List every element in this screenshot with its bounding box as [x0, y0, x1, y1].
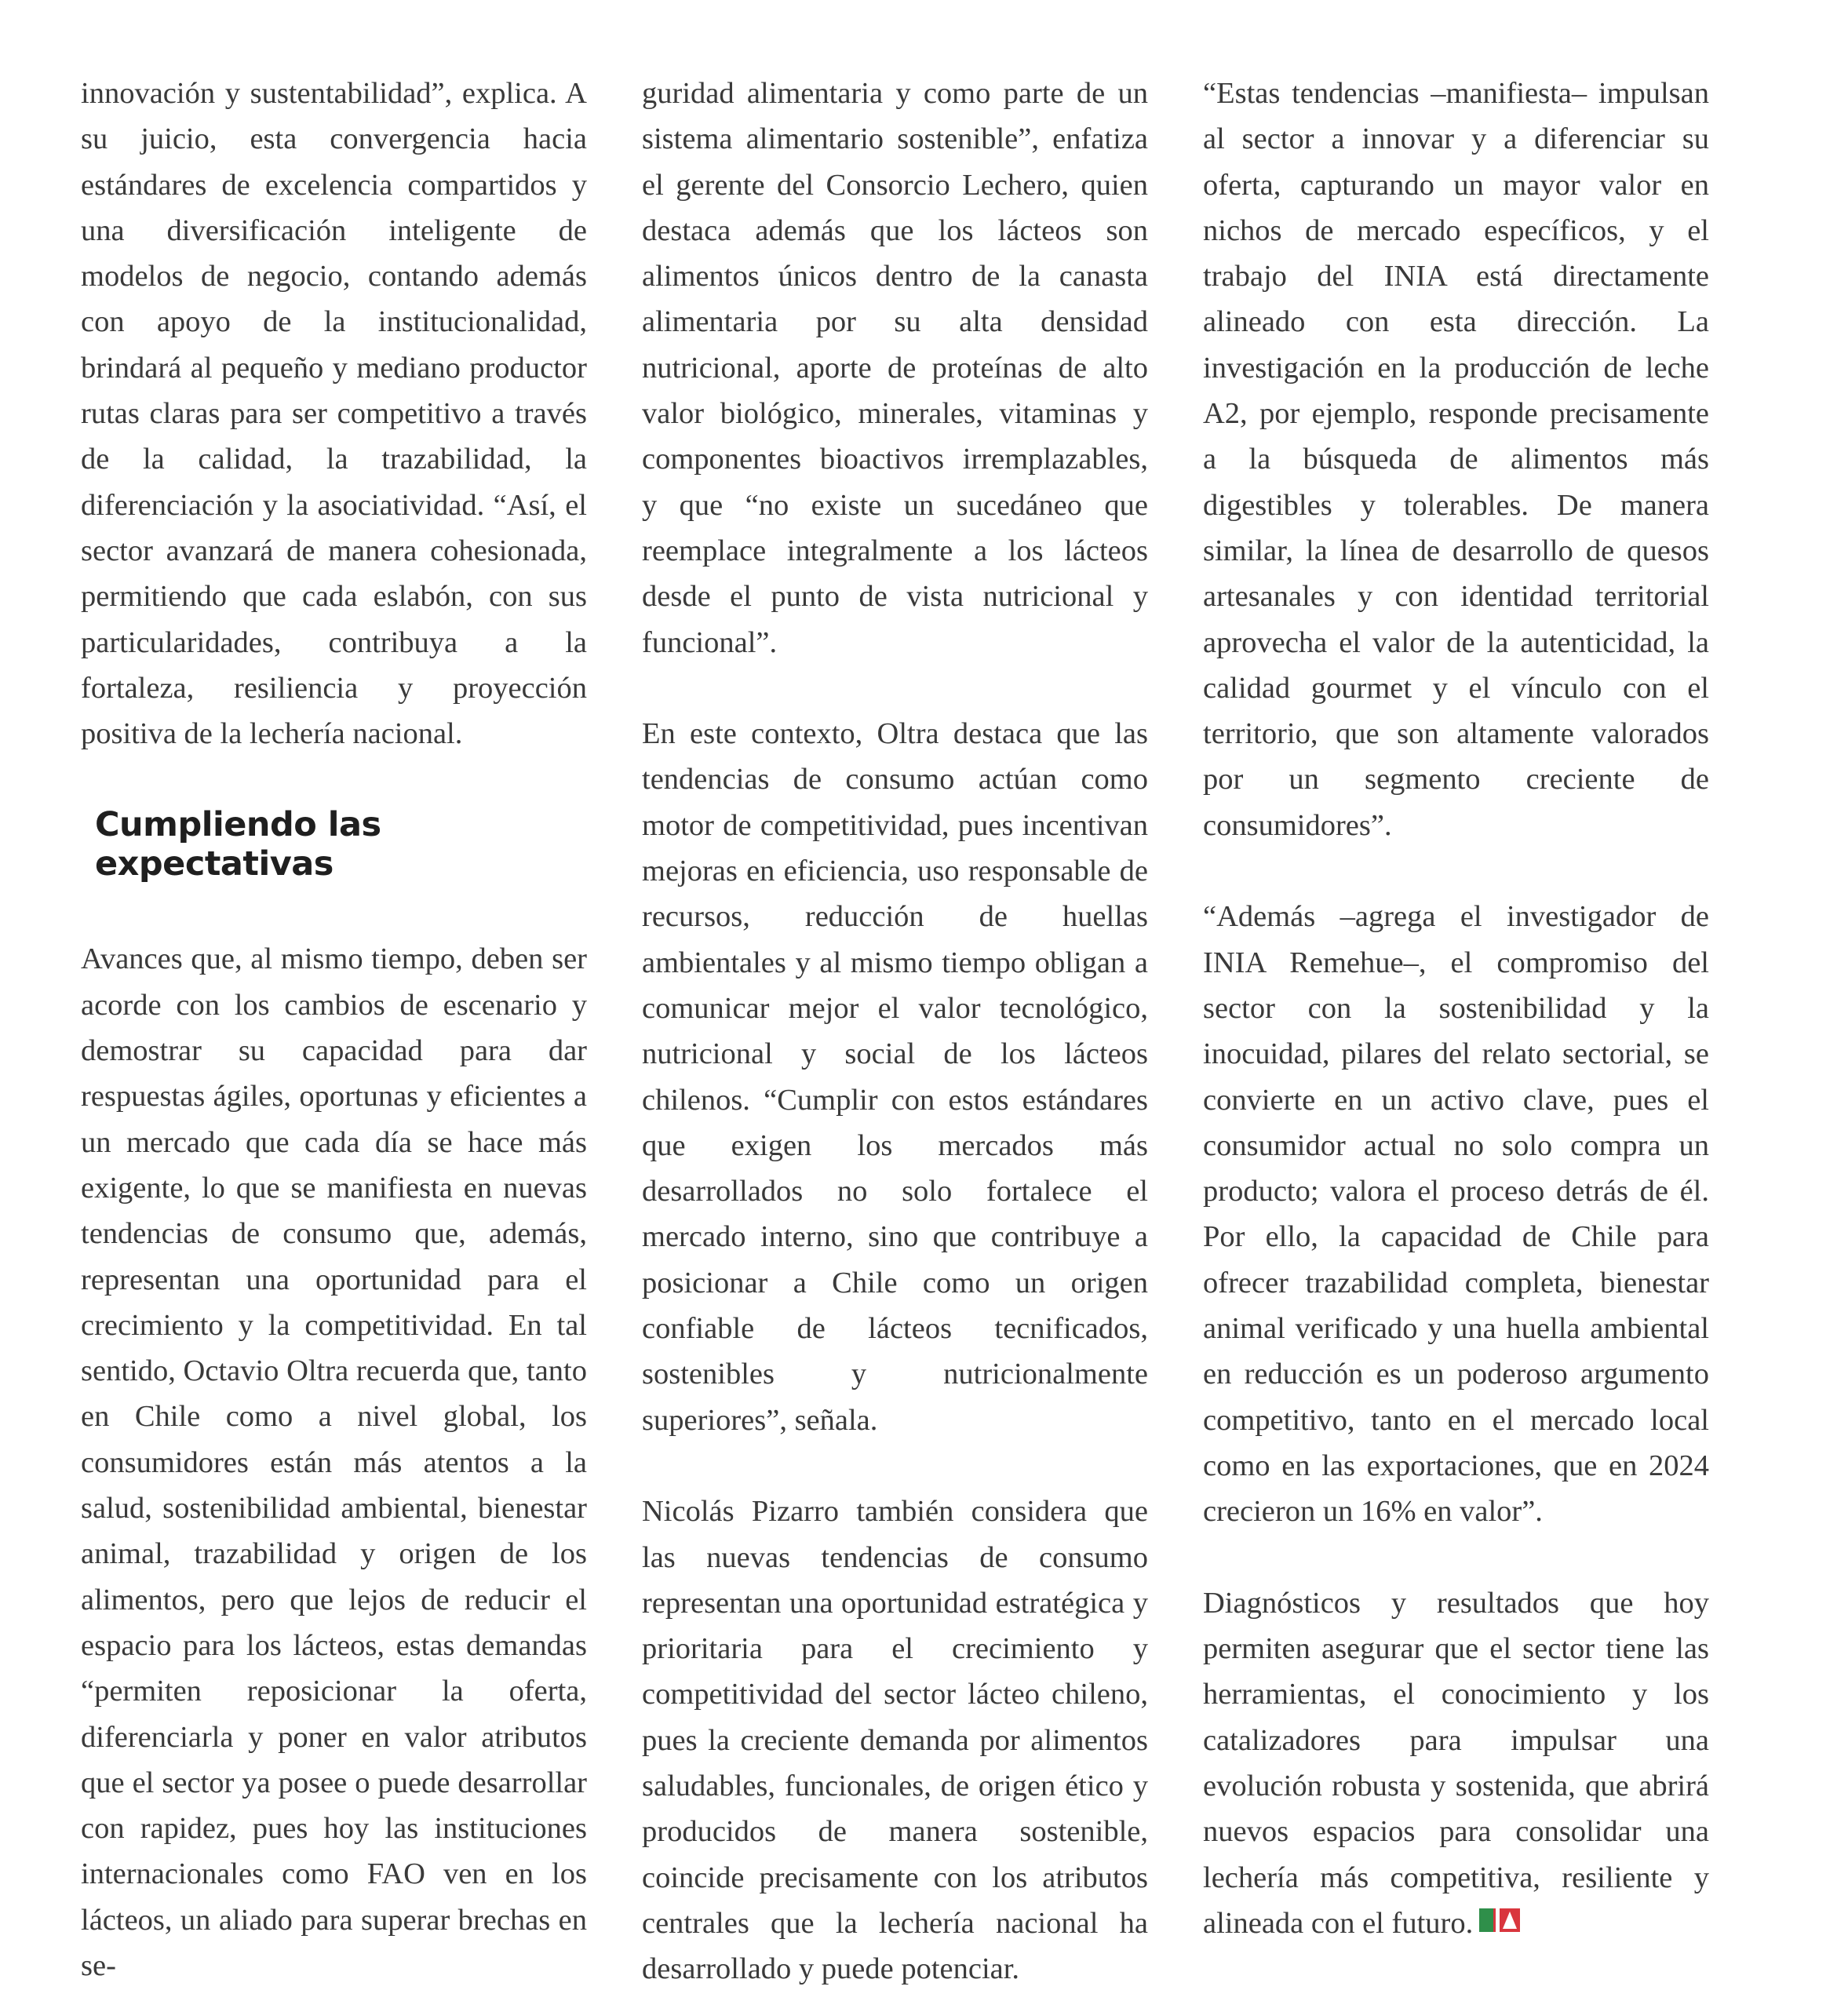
- ia-logo-icon: [1479, 1908, 1520, 1932]
- text-column-1: [81, 71, 587, 1988]
- paragraph-spacer: [1203, 848, 1709, 894]
- paragraph: innovación y sustentabilidad”, explica. A su juicio, esta convergencia hacia estándares de excelencia compartidos y una diversificación inteligente de modelos de negocio, contando además con apoyo de la institucionalidad, brindará al pequeño y mediano productor rutas claras para ser competitivo a través de la calidad, la trazabilidad, la diferenciación y la asociatividad. “Así, el sector avanzará de manera cohesionada, permitiendo que cada eslabón, con sus particularidades, contribuya a la fortaleza, resiliencia y proyección positiva de la lechería nacional.: [81, 77, 587, 751]
- paragraph-spacer: [642, 665, 1148, 711]
- text-column-2: [642, 71, 1148, 1992]
- paragraph: Avances que, al mismo tiempo, deben ser acorde con los cambios de escenario y demostrar su capacidad para dar respuestas ágiles, oportunas y eficientes a un mercado que cada día se hace más exigente, lo que se manifiesta en nuevas tendencias de consumo que, además, representan una oportunidad para el crecimiento y la competitividad. En tal sentido, Octavio Oltra recuerda que, tanto en Chile como a nivel global, los consumidores están más atentos a la salud, sostenibilidad ambiental, bienestar animal, trazabilidad y origen de los alimentos, pero que lejos de reducir el espacio para los lácteos, estas demandas “permiten reposicionar la oferta, diferenciarla y poner en valor atributos que el sector ya posee o puede desarrollar con rapidez, pues hoy las instituciones internacionales como FAO ven en los lácteos, un aliado para superar brechas en se-: [81, 942, 587, 1982]
- paragraph: “Además –agrega el investigador de INIA Remehue–, el compromiso del sector con la sostenibilidad y la inocuidad, pilares del relato sectorial, se convierte en un activo clave, pues el consumidor actual no solo compra un producto; valora el proceso detrás de él. Por ello, la capacidad de Chile para ofrecer trazabilidad completa, bienestar animal verificado y una huella ambiental en reducción es un poderoso argumento competitivo, tanto en el mercado local como en las exportaciones, que en 2024 crecieron un 16% en valor”.: [1203, 900, 1709, 1529]
- paragraph: En este contexto, Oltra destaca que las tendencias de consumo actúan como motor de competitividad, pues incentivan mejoras en eficiencia, uso responsable de recursos, reducción de huellas ambientales y al mismo tiempo obligan a comunicar mejor el valor tecnológico, nutricional y social de los lácteos chilenos. “Cumplir con estos estándares que exigen los mercados más desarrollados no solo fortalece el mercado interno, sino que contribuye a posicionar a Chile como un origen confiable de lácteos tecnificados, sostenibles y nutricionalmente superiores”, señala.: [642, 717, 1148, 1437]
- paragraph-text: Diagnósticos y resultados que hoy permiten asegurar que el sector tiene las herramientas, el conocimiento y los catalizadores para impulsar una evolución robusta y sostenida, que abrirá nuevos espacios para consolidar una lechería más competitiva, resiliente y alineada con el futuro.: [1203, 1586, 1709, 1940]
- section-heading: Cumpliendo las expectativas: [95, 805, 381, 884]
- text-column-3: [1203, 71, 1709, 1946]
- paragraph-spacer: [1203, 1535, 1709, 1580]
- paragraph-final: [1203, 1580, 1709, 1946]
- paragraph: Nicolás Pizarro también considera que las nuevas tendencias de consumo representan una oportunidad estratégica y prioritaria para el crecimiento y competitividad del sector lácteo chileno, pues la creciente demanda por alimentos saludables, funcionales, de origen ético y producidos de manera sostenible, coincide precisamente con los atributos centrales que la lechería nacional ha desarrollado y puede potenciar.: [642, 1495, 1148, 1986]
- paragraph: “Estas tendencias –manifiesta– impulsan al sector a innovar y a diferenciar su oferta, capturando un mayor valor en nichos de mercado específicos, y el trabajo del INIA está directamente alineado con esta dirección. La investigación en la producción de leche A2, por ejemplo, responde precisamente a la búsqueda de alimentos más digestibles y tolerables. De manera similar, la línea de desarrollo de quesos artesanales y con identidad territorial aprovecha el valor de la autenticidad, la calidad gourmet y el vínculo con el territorio, que son altamente valorados por un segmento creciente de consumidores”.: [1203, 77, 1709, 842]
- paragraph: guridad alimentaria y como parte de un sistema alimentario sostenible”, enfatiza el gerente del Consorcio Lechero, quien destaca además que los lácteos son alimentos únicos dentro de la canasta alimentaria por su alta densidad nutricional, aporte de proteínas de alto valor biológico, minerales, vitaminas y componentes bioactivos irremplazables, y que “no existe un sucedáneo que reemplace integralmente a los lácteos desde el punto de vista nutricional y funcional”.: [642, 77, 1148, 659]
- paragraph-spacer: [642, 1443, 1148, 1489]
